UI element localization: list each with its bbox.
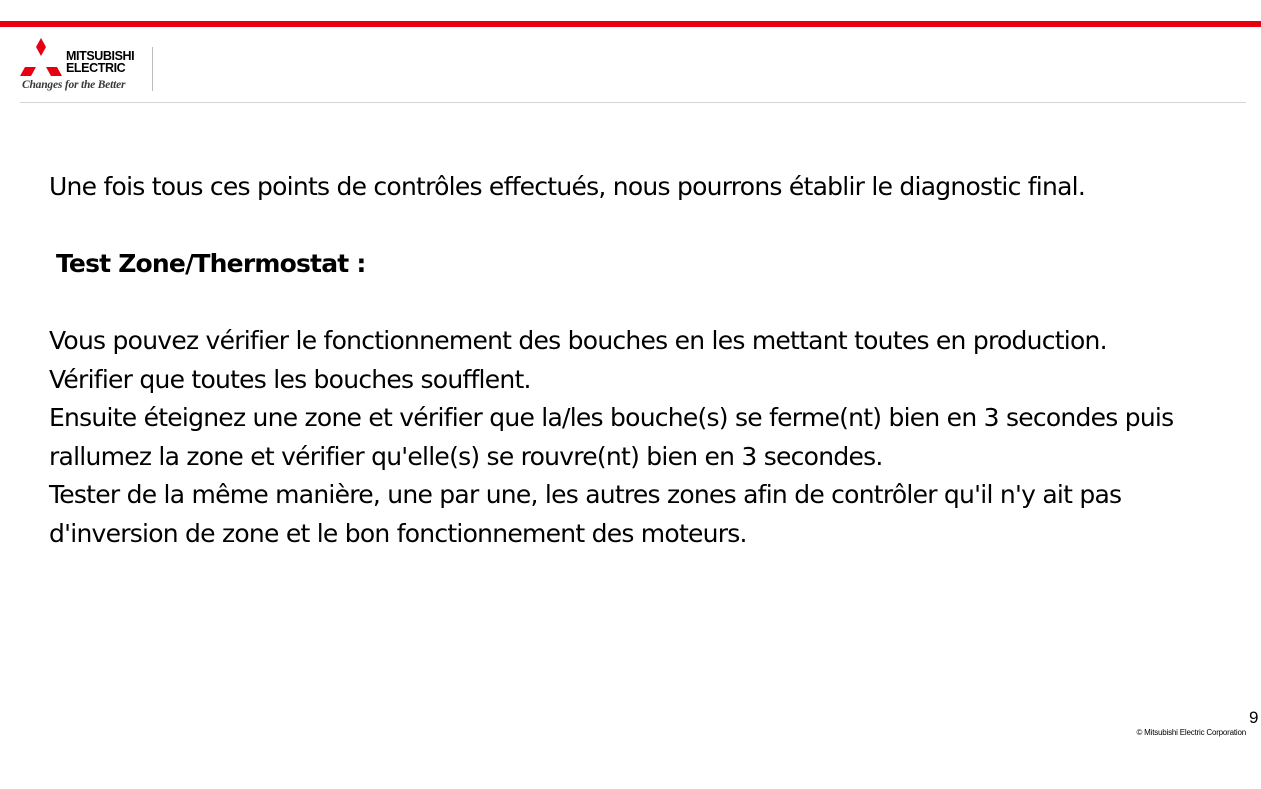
body-paragraph: Tester de la même manière, une par une, les autres zones afin de contrôler qu'il n'y ait pas d'inversion de zone et le bon fonctionnement des moteurs. [49,480,1122,548]
brand-tagline: Changes for the Better [22,79,126,91]
logo-divider [152,47,153,91]
body-paragraph: Vous pouvez vérifier le fonctionnement des bouches en les mettant toutes en production. [49,326,1107,355]
body-paragraph: Ensuite éteignez une zone et vérifier que la/les bouche(s) se ferme(nt) bien en 3 secondes puis rallumez la zone et vérifier qu'elle(s) se rouvre(nt) bien en 3 secondes. [49,403,1174,471]
brand-name-line1: MITSUBISHI [66,49,135,63]
header-divider [20,102,1246,103]
section-heading: Test Zone/Thermostat : [56,249,366,278]
spacer [49,284,1219,323]
copyright-notice: © Mitsubishi Electric Corporation [1136,728,1246,737]
company-logo [20,38,160,94]
three-diamonds-logo-icon [20,38,62,78]
page-number: 9 [1249,708,1259,727]
top-accent-bar [0,21,1261,27]
slide-body [49,168,1219,553]
logo-diamond-left [20,67,36,76]
intro-paragraph: Une fois tous ces points de contrôles effectués, nous pourrons établir le diagnostic final. [49,172,1086,201]
body-paragraph: Vérifier que toutes les bouches soufflent. [49,364,531,394]
brand-name-line2: ELECTRIC [66,61,126,75]
logo-diamond-top [36,38,46,56]
logo-diamond-right [46,67,62,76]
spacer [49,207,1219,246]
